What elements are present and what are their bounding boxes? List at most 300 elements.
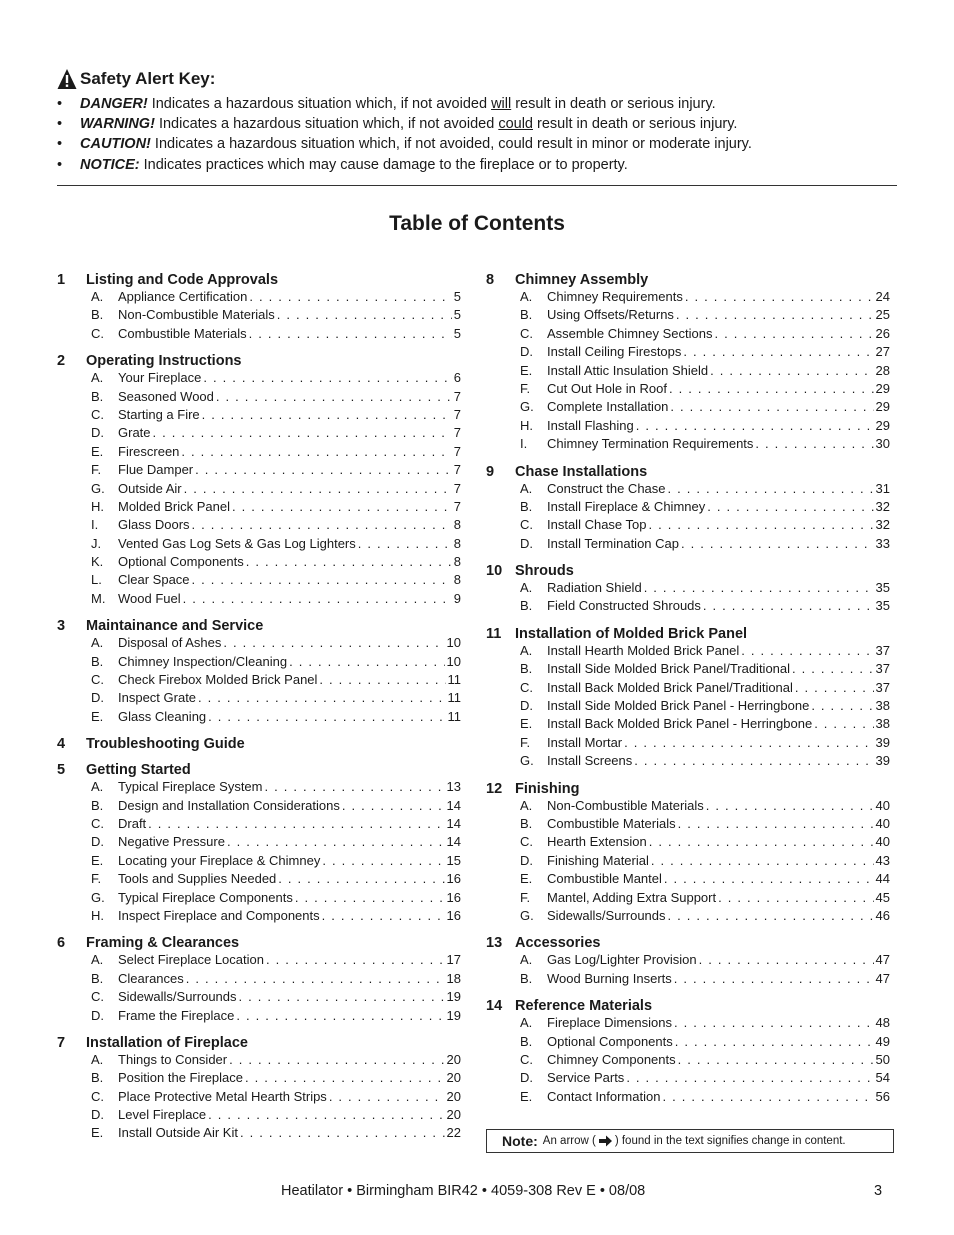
toc-section	[57, 349, 461, 608]
toc-entry-page: 10	[446, 653, 461, 669]
toc-entry-page: 40	[875, 834, 890, 850]
toc-entry-letter: A.	[520, 1015, 533, 1031]
toc-dot-leader	[668, 480, 874, 498]
toc-entry-title: Install Fireplace & Chimney	[547, 498, 706, 514]
toc-entry[interactable]	[486, 597, 890, 615]
toc-dot-leader	[208, 708, 445, 726]
toc-entry[interactable]	[57, 590, 461, 608]
toc-entry[interactable]	[57, 889, 461, 907]
toc-section-title: Framing & Clearances	[86, 935, 240, 952]
toc-dot-leader	[265, 778, 445, 796]
toc-entry[interactable]	[57, 443, 461, 461]
toc-dot-leader	[676, 306, 874, 324]
toc-entry-letter: B.	[520, 661, 533, 677]
toc-entry[interactable]	[486, 380, 890, 398]
toc-entry-page: 14	[446, 815, 461, 831]
toc-entry-page: 37	[875, 642, 890, 658]
toc-entry-title: Check Firebox Molded Brick Panel	[118, 672, 318, 688]
toc-entry-letter: F.	[520, 734, 531, 750]
toc-entry-letter: E.	[91, 708, 104, 724]
divider	[57, 185, 897, 186]
toc-entry-title: Install Mortar	[547, 734, 623, 750]
toc-dot-leader	[792, 660, 874, 678]
toc-entry[interactable]	[486, 435, 890, 453]
toc-entry-page: 30	[875, 436, 890, 452]
toc-entry-page: 20	[446, 1070, 461, 1086]
toc-section-heading[interactable]	[57, 614, 461, 634]
toc-dot-leader	[685, 288, 874, 306]
toc-entry-title: Construct the Chase	[547, 480, 666, 496]
toc-entry-page: 20	[446, 1051, 461, 1067]
toc-entry[interactable]	[486, 306, 890, 324]
toc-entry[interactable]	[486, 852, 890, 870]
toc-entry-letter: D.	[91, 834, 104, 850]
toc-section	[57, 268, 461, 343]
toc-entry-letter: F.	[91, 871, 102, 887]
toc-entry[interactable]	[57, 988, 461, 1006]
toc-entry[interactable]	[486, 833, 890, 851]
toc-section	[57, 931, 461, 1025]
toc-section-number: 3	[57, 618, 66, 635]
toc-entry[interactable]	[486, 498, 890, 516]
toc-entry-letter: B.	[520, 970, 533, 986]
toc-dot-leader	[669, 380, 874, 398]
toc-entry[interactable]	[486, 1088, 890, 1106]
toc-dot-leader	[246, 553, 452, 571]
toc-dot-leader	[148, 815, 444, 833]
toc-entry-title: Tools and Supplies Needed	[118, 871, 277, 887]
toc-entry-letter: F.	[520, 889, 531, 905]
toc-dot-leader	[678, 815, 874, 833]
toc-entry-letter: B.	[91, 970, 104, 986]
toc-entry[interactable]	[486, 417, 890, 435]
toc-section-title: Finishing	[515, 780, 580, 797]
toc-entry[interactable]	[486, 907, 890, 925]
toc-section-number: 2	[57, 353, 66, 370]
safety-alert-key	[57, 66, 897, 175]
toc-entry-title: Install Side Molded Brick Panel - Herringbone	[547, 698, 810, 714]
toc-entry-page: 11	[447, 690, 461, 706]
toc-entry[interactable]	[486, 535, 890, 553]
toc-entry-letter: E.	[520, 362, 533, 378]
toc-dot-leader	[266, 951, 445, 969]
toc-dot-leader	[811, 697, 873, 715]
toc-entry-letter: G.	[91, 889, 105, 905]
toc-entry[interactable]	[486, 288, 890, 306]
toc-entry-title: Fireplace Dimensions	[547, 1015, 672, 1031]
toc-entry-page: 47	[875, 952, 890, 968]
toc-dot-leader	[202, 406, 452, 424]
toc-entry[interactable]	[57, 516, 461, 534]
toc-entry[interactable]	[57, 406, 461, 424]
toc-entry-title: Install Hearth Molded Brick Panel	[547, 642, 740, 658]
toc-entry-page: 37	[875, 679, 890, 695]
toc-dot-leader	[683, 343, 873, 361]
toc-dot-leader	[681, 535, 874, 553]
toc-entry[interactable]	[57, 708, 461, 726]
toc-entry[interactable]	[486, 752, 890, 770]
toc-dot-leader	[706, 797, 874, 815]
toc-entry-letter: C.	[520, 834, 533, 850]
toc-entry-letter: C.	[520, 517, 533, 533]
toc-entry[interactable]	[57, 778, 461, 796]
toc-entry[interactable]	[57, 653, 461, 671]
toc-entry[interactable]	[57, 852, 461, 870]
toc-entry[interactable]	[486, 579, 890, 597]
toc-entry[interactable]	[57, 388, 461, 406]
toc-entry[interactable]	[57, 689, 461, 707]
toc-section-title: Getting Started	[86, 762, 191, 779]
toc-entry[interactable]	[486, 516, 890, 534]
toc-entry-page: 40	[875, 797, 890, 813]
toc-entry-page: 48	[875, 1015, 890, 1031]
toc-section-heading[interactable]	[486, 559, 890, 579]
toc-entry[interactable]	[486, 660, 890, 678]
toc-entry[interactable]	[57, 1051, 461, 1069]
toc-entry[interactable]	[486, 325, 890, 343]
toc-entry-page: 7	[453, 462, 461, 478]
toc-entry-letter: C.	[520, 1051, 533, 1067]
toc-entry[interactable]	[57, 671, 461, 689]
toc-entry-letter: B.	[91, 653, 104, 669]
toc-entry-page: 33	[875, 535, 890, 551]
toc-dot-leader	[232, 498, 452, 516]
toc-entry-page: 47	[875, 970, 890, 986]
toc-section	[486, 622, 890, 771]
toc-entry-letter: A.	[520, 952, 533, 968]
toc-entry-page: 6	[453, 370, 461, 386]
toc-entry[interactable]	[486, 715, 890, 733]
toc-section	[486, 559, 890, 616]
toc-entry-letter: B.	[520, 498, 533, 514]
toc-dot-leader	[624, 734, 873, 752]
toc-entry[interactable]	[57, 970, 461, 988]
toc-section-heading[interactable]	[486, 268, 890, 288]
toc-entry-title: Vented Gas Log Sets & Gas Log Lighters	[118, 535, 356, 551]
toc-section-heading[interactable]	[486, 931, 890, 951]
toc-entry-letter: A.	[520, 797, 533, 813]
toc-dot-leader	[227, 833, 445, 851]
toc-entry[interactable]	[486, 1051, 890, 1069]
toc-entry-letter: B.	[520, 307, 533, 323]
toc-dot-leader	[664, 870, 874, 888]
toc-section-heading[interactable]	[486, 622, 890, 642]
toc-entry[interactable]	[57, 870, 461, 888]
toc-section-heading[interactable]	[57, 931, 461, 951]
toc-entry[interactable]	[57, 369, 461, 387]
toc-entry[interactable]	[486, 734, 890, 752]
toc-entry-title: Sidewalls/Surrounds	[118, 989, 237, 1005]
toc-entry[interactable]	[57, 1088, 461, 1106]
toc-section-title: Installation of Fireplace	[86, 1034, 248, 1051]
toc-entry[interactable]	[486, 362, 890, 380]
toc-entry-letter: D.	[520, 852, 533, 868]
toc-entry-page: 29	[875, 399, 890, 415]
toc-entry[interactable]	[57, 571, 461, 589]
toc-entry-letter: A.	[520, 580, 533, 596]
toc-entry-letter: H.	[520, 417, 533, 433]
page-number: 3	[874, 1183, 883, 1199]
note-box	[486, 1129, 894, 1153]
toc-entry-letter: D.	[91, 1007, 104, 1023]
toc-section-number: 5	[57, 762, 66, 779]
toc-dot-leader	[322, 852, 444, 870]
toc-entry[interactable]	[57, 535, 461, 553]
toc-dot-leader	[649, 833, 874, 851]
toc-entry-letter: F.	[91, 462, 102, 478]
toc-section	[57, 614, 461, 726]
toc-entry-letter: D.	[520, 344, 533, 360]
toc-section-heading[interactable]	[486, 777, 890, 797]
toc-entry-title: Wood Burning Inserts	[547, 970, 672, 986]
toc-entry-letter: C.	[91, 989, 104, 1005]
toc-section-number: 8	[486, 272, 495, 288]
toc-entry-title: Design and Installation Considerations	[118, 797, 340, 813]
safety-item-notice: • NOTICE: Indicates practices which may cause damage to the fireplace or to property.	[57, 156, 628, 173]
toc-section-heading[interactable]	[486, 460, 890, 480]
toc-section-number: 10	[486, 563, 503, 580]
toc-entry-page: 31	[875, 480, 890, 496]
toc-section-title: Accessories	[515, 935, 601, 952]
toc-dot-leader	[626, 1069, 873, 1087]
toc-section-heading[interactable]	[57, 758, 461, 778]
toc-entry-title: Service Parts	[547, 1070, 625, 1086]
toc-entry[interactable]	[486, 398, 890, 416]
toc-entry-page: 7	[453, 406, 461, 422]
toc-section-heading[interactable]	[486, 994, 890, 1014]
toc-entry-letter: D.	[520, 535, 533, 551]
toc-entry-page: 49	[875, 1033, 890, 1049]
toc-dot-leader	[649, 516, 874, 534]
toc-entry[interactable]	[486, 951, 890, 969]
toc-section-title: Installation of Molded Brick Panel	[515, 625, 748, 642]
toc-entry-letter: C.	[91, 325, 104, 341]
toc-entry-page: 37	[875, 661, 890, 677]
toc-entry[interactable]	[57, 480, 461, 498]
toc-entry-page: 19	[446, 1007, 461, 1023]
toc-entry-title: Inspect Fireplace and Components	[118, 907, 320, 923]
toc-entry[interactable]	[57, 634, 461, 652]
toc-entry-title: Combustible Mantel	[547, 871, 662, 887]
toc-entry-page: 29	[875, 417, 890, 433]
toc-entry[interactable]	[486, 1014, 890, 1032]
toc-section	[486, 994, 890, 1106]
toc-entry-page: 16	[446, 871, 461, 887]
safety-item-danger: • DANGER! Indicates a hazardous situation which, if not avoided will result in death or serious injury.	[57, 96, 716, 112]
toc-section	[486, 931, 890, 988]
toc-section-title: Troubleshooting Guide	[86, 736, 245, 753]
toc-entry-page: 8	[453, 535, 461, 551]
toc-entry[interactable]	[57, 833, 461, 851]
toc-entry-letter: A.	[520, 480, 533, 496]
toc-entry[interactable]	[57, 498, 461, 516]
toc-entry-page: 11	[447, 708, 461, 724]
toc-entry-title: Appliance Certification	[118, 289, 248, 304]
toc-entry-title: Combustible Materials	[547, 815, 676, 831]
toc-entry-letter: I.	[91, 517, 99, 533]
toc-section-title: Reference Materials	[515, 998, 653, 1015]
note-text-start: An arrow (	[542, 1135, 596, 1147]
toc-entry[interactable]	[57, 553, 461, 571]
toc-dot-leader	[322, 907, 445, 925]
toc-dot-leader	[342, 797, 445, 815]
toc-entry[interactable]	[486, 970, 890, 988]
toc-dot-leader	[662, 1088, 873, 1106]
toc-entry[interactable]	[486, 697, 890, 715]
toc-entry-title: Outside Air	[118, 480, 182, 496]
toc-dot-leader	[644, 579, 874, 597]
toc-entry-letter: E.	[520, 1088, 533, 1104]
toc-entry[interactable]	[486, 815, 890, 833]
toc-dot-leader	[699, 951, 874, 969]
toc-entry-title: Starting a Fire	[118, 406, 200, 422]
toc-entry-letter: H.	[91, 498, 104, 514]
note-text-end: ) found in the text signifies change in content.	[614, 1135, 846, 1147]
toc-entry-letter: E.	[520, 716, 533, 732]
toc-entry-page: 24	[875, 289, 890, 304]
toc-entry-title: Radiation Shield	[547, 580, 642, 596]
toc-entry-title: Position the Fireplace	[118, 1070, 244, 1086]
toc-entry[interactable]	[57, 907, 461, 925]
toc-dot-leader	[186, 970, 445, 988]
toc-dot-leader	[198, 689, 445, 707]
toc-entry-page: 7	[453, 480, 461, 496]
toc-dot-leader	[319, 671, 445, 689]
toc-entry-title: Install Outside Air Kit	[118, 1125, 238, 1141]
toc-entry[interactable]	[486, 679, 890, 697]
toc-entry-title: Locating your Fireplace & Chimney	[118, 852, 321, 868]
toc-entry-page: 17	[446, 952, 461, 968]
toc-section-heading[interactable]	[57, 1031, 461, 1051]
toc-entry-page: 35	[875, 598, 890, 614]
toc-entry-title: Optional Components	[547, 1033, 673, 1049]
toc-entry[interactable]	[57, 424, 461, 442]
toc-entry-letter: K.	[91, 554, 104, 570]
toc-entry[interactable]	[57, 951, 461, 969]
toc-entry-letter: I.	[520, 436, 528, 452]
toc-entry-letter: A.	[91, 370, 104, 386]
note-label: Note:	[502, 1133, 538, 1149]
toc-entry-title: Combustible Materials	[118, 325, 247, 341]
toc-entry[interactable]	[57, 815, 461, 833]
toc-dot-leader	[358, 535, 452, 553]
toc-entry[interactable]	[57, 288, 461, 306]
toc-entry-page: 14	[446, 797, 461, 813]
toc-entry-title: Things to Consider	[118, 1051, 228, 1067]
toc-entry-letter: C.	[91, 1088, 104, 1104]
toc-entry-letter: B.	[91, 307, 104, 323]
toc-entry-title: Gas Log/Lighter Provision	[547, 952, 697, 968]
toc-entry[interactable]	[486, 870, 890, 888]
toc-dot-leader	[329, 1088, 445, 1106]
toc-dot-leader	[181, 443, 451, 461]
toc-entry-letter: B.	[520, 598, 533, 614]
toc-entry[interactable]	[57, 1069, 461, 1087]
toc-entry-title: Grate	[118, 425, 151, 441]
toc-entry[interactable]	[486, 343, 890, 361]
toc-entry[interactable]	[57, 325, 461, 343]
toc-section-title: Chimney Assembly	[515, 272, 649, 288]
toc-entry-title: Disposal of Ashes	[118, 635, 222, 651]
toc-section-heading[interactable]	[57, 349, 461, 369]
toc-entry-letter: D.	[520, 698, 533, 714]
toc-entry-title: Install Chase Top	[547, 517, 647, 533]
toc-dot-leader	[229, 1051, 444, 1069]
toc-section	[486, 268, 890, 454]
toc-entry-page: 45	[875, 889, 890, 905]
toc-entry-page: 29	[875, 380, 890, 396]
toc-entry-page: 44	[875, 871, 890, 887]
toc-entry[interactable]	[486, 797, 890, 815]
toc-entry[interactable]	[57, 306, 461, 324]
toc-dot-leader	[245, 1069, 445, 1087]
footer-text: Heatilator • Birmingham BIR42 • 4059-308 Rev E • 08/08	[281, 1183, 646, 1199]
toc-entry-letter: G.	[520, 907, 534, 923]
toc-dot-leader	[674, 970, 874, 988]
toc-entry[interactable]	[57, 797, 461, 815]
toc-entry-page: 32	[875, 517, 890, 533]
toc-section-heading[interactable]	[57, 268, 461, 288]
toc-entry-letter: G.	[520, 399, 534, 415]
toc-entry[interactable]	[486, 1069, 890, 1087]
toc-entry-letter: A.	[91, 289, 104, 304]
toc-dot-leader	[703, 597, 874, 615]
toc-entry[interactable]	[486, 642, 890, 660]
toc-dot-leader	[670, 398, 873, 416]
toc-dot-leader	[203, 369, 451, 387]
toc-dot-leader	[295, 889, 445, 907]
toc-entry-letter: A.	[520, 642, 533, 658]
toc-entry-title: Chimney Inspection/Cleaning	[118, 653, 288, 669]
toc-entry[interactable]	[57, 461, 461, 479]
toc-entry[interactable]	[57, 1007, 461, 1025]
toc-dot-leader	[249, 288, 451, 306]
toc-dot-leader	[239, 988, 445, 1006]
toc-dot-leader	[249, 325, 452, 343]
toc-entry-letter: A.	[91, 635, 104, 651]
toc-entry-title: Assemble Chimney Sections	[547, 325, 713, 341]
toc-entry-page: 43	[875, 852, 890, 868]
toc-entry[interactable]	[486, 480, 890, 498]
toc-section-number: 6	[57, 935, 66, 952]
toc-entry-letter: G.	[91, 480, 105, 496]
toc-dot-leader	[278, 870, 444, 888]
toc-entry-letter: C.	[91, 672, 104, 688]
toc-entry-letter: A.	[91, 952, 104, 968]
toc-entry[interactable]	[486, 1033, 890, 1051]
toc-entry-page: 22	[446, 1125, 461, 1141]
toc-entry-title: Install Back Molded Brick Panel - Herringbone	[547, 716, 813, 732]
toc-entry[interactable]	[57, 1124, 461, 1142]
toc-entry-letter: L.	[91, 572, 102, 588]
toc-entry-page: 14	[446, 834, 461, 850]
toc-dot-leader	[674, 1014, 874, 1032]
toc-entry-page: 5	[453, 307, 461, 323]
toc-entry[interactable]	[57, 1106, 461, 1124]
toc-entry-letter: E.	[91, 443, 104, 459]
toc-entry-letter: C.	[91, 815, 104, 831]
toc-dot-leader	[718, 889, 873, 907]
toc-entry[interactable]	[486, 889, 890, 907]
toc-entry-letter: B.	[91, 388, 104, 404]
toc-entry-title: Install Attic Insulation Shield	[547, 362, 709, 378]
toc-section-heading[interactable]	[57, 732, 461, 752]
toc-entry-title: Optional Components	[118, 554, 244, 570]
toc-dot-leader	[814, 715, 873, 733]
toc-entry-title: Install Termination Cap	[547, 535, 679, 551]
toc-entry-letter: D.	[91, 690, 104, 706]
toc-entry-title: Firescreen	[118, 443, 180, 459]
